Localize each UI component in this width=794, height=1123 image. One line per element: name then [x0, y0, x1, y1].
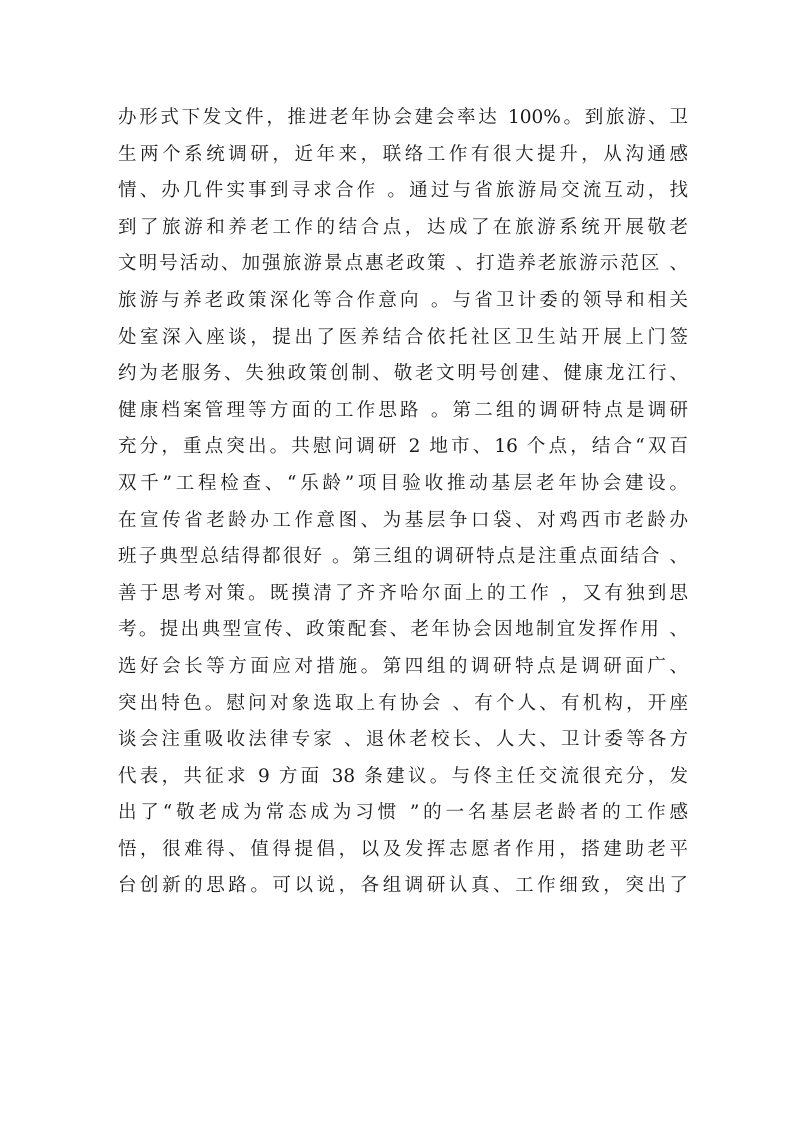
- text-line: 出了“敬老成为常态成为习惯 ”的一名基层老龄者的工作感: [118, 802, 688, 824]
- text-line: 约为老服务、失独政策创制、敬老文明号创建、健康龙江行、: [118, 363, 688, 385]
- text-line: 到了旅游和养老工作的结合点，达成了在旅游系统开展敬老: [118, 216, 688, 238]
- text-line: 处室深入座谈，提出了医养结合依托社区卫生站开展上门签: [118, 326, 688, 348]
- text-line: 办形式下发文件，推进老年协会建会率达 100%。到旅游、卫: [118, 107, 688, 128]
- text-line: 健康档案管理等方面的工作思路 。第二组的调研特点是调研: [118, 399, 688, 421]
- text-line: 选好会长等方面应对措施。第四组的调研特点是调研面广、: [118, 655, 688, 677]
- body-paragraph: [118, 100, 688, 905]
- text-line: 生两个系统调研，近年来，联络工作有很大提升，从沟通感: [118, 143, 688, 165]
- text-line: 善于思考对策。既摸清了齐齐哈尔面上的工作 ，又有独到思: [118, 582, 688, 604]
- text-line: 班子典型总结得都很好 。第三组的调研特点是注重点面结合 、: [118, 546, 688, 568]
- text-line: 突出特色。慰问对象选取上有协会 、有个人、有机构，开座: [118, 692, 688, 714]
- text-line: 双千”工程检查、“乐龄”项目验收推动基层老年协会建设。: [118, 472, 688, 494]
- text-line: 谈会注重吸收法律专家 、退休老校长、人大、卫计委等各方: [118, 729, 688, 751]
- text-line: 充分，重点突出。共慰问调研 2 地市、16 个点，结合“双百: [118, 436, 688, 458]
- text-line: 代表，共征求 9 方面 38 条建议。与佟主任交流很充分，发: [118, 765, 688, 787]
- text-line: 文明号活动、加强旅游景点惠老政策 、打造养老旅游示范区 、: [118, 253, 688, 275]
- text-line: 情、办几件实事到寻求合作 。通过与省旅游局交流互动，找: [118, 180, 688, 202]
- text-line: 悟，很难得、值得提倡，以及发挥志愿者作用，搭建助老平: [118, 838, 688, 860]
- text-line: 在宣传省老龄办工作意图、为基层争口袋、对鸡西市老龄办: [118, 509, 688, 531]
- text-line: 考。提出典型宣传、政策配套、老年协会因地制宜发挥作用 、: [118, 619, 688, 641]
- text-line: 台创新的思路。可以说，各组调研认真、工作细致，突出了: [118, 875, 688, 897]
- text-line: 旅游与养老政策深化等合作意向 。与省卫计委的领导和相关: [118, 289, 688, 311]
